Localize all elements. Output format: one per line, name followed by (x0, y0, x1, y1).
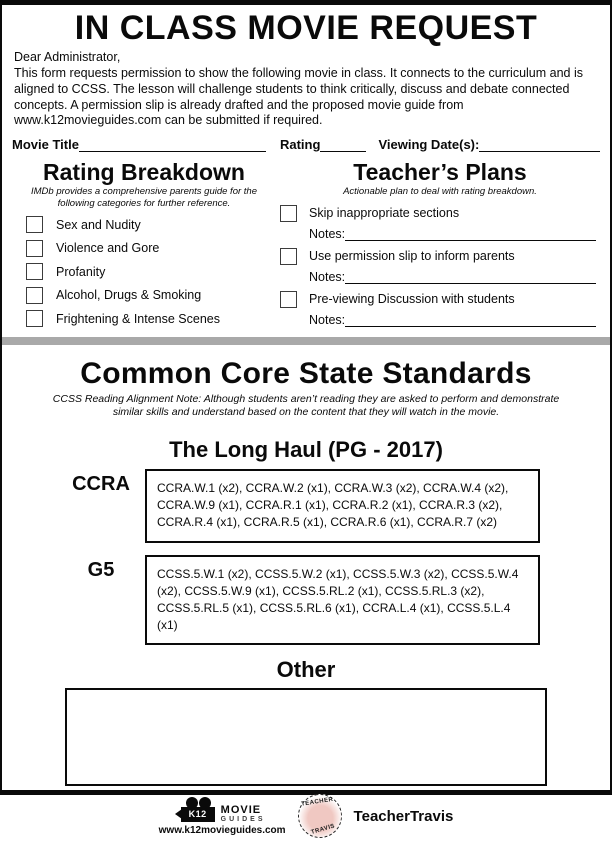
teachers-plans-title: Teacher’s Plans (353, 159, 527, 186)
notes-input-line[interactable] (345, 228, 596, 241)
k12-movie-guides-logo (159, 797, 286, 836)
plan-item-permission-slip (280, 248, 600, 284)
plan-item-label: Use permission slip to inform parents (309, 249, 515, 264)
rating-breakdown-title: Rating Breakdown (43, 159, 245, 186)
standards-codes-ccra: CCRA.W.1 (x2), CCRA.W.2 (x1), CCRA.W.3 (x2), CCRA.W.4 (x2), CCRA.W.9 (x1), CCRA.R.1 (x1), CCRA.R.2 (x1), CCRA.R.3 (x2), CCRA.R.4 (x1), CCRA.R.5 (x1), CCRA.R.6 (x1), CCRA.R.7 (x2) (145, 469, 540, 543)
notes-input-line[interactable] (345, 271, 596, 284)
intro-body: This form requests permission to show the following movie in class. It connects to the curriculum and is aligned to CCSS. The lesson will challenge students to think critically, discuss and debate connected concepts. A permission slip is already drafted and the proposed movie guide from www.k12movieguides.com can be submitted if required. (14, 66, 583, 128)
movie-title-label: Movie Title (12, 137, 79, 153)
ccss-section-title: Common Core State Standards (80, 356, 532, 390)
plan-item-label: Pre-viewing Discussion with students (309, 292, 515, 307)
footer (12, 794, 600, 838)
viewing-date-label: Viewing Date(s): (378, 137, 480, 153)
checkbox-permission-slip[interactable] (280, 248, 297, 265)
plan-item-skip-sections (280, 205, 600, 241)
teachers-plans-column (276, 160, 600, 334)
movie-title-input-line[interactable] (79, 137, 266, 152)
notes-label: Notes: (309, 226, 346, 241)
checkbox-previewing-discussion[interactable] (280, 291, 297, 308)
k12-logo-wordmark: MOVIE GUIDES (220, 803, 266, 823)
standards-row-g5 (57, 555, 540, 645)
rating-breakdown-subtitle: IMDb provides a comprehensive parents guide for the following categories for further reference. (30, 186, 257, 209)
rating-item-sex-and-nudity (26, 216, 276, 233)
checkbox-violence-and-gore[interactable] (26, 240, 43, 257)
rating-item-label: Profanity (56, 264, 106, 279)
checkbox-alcohol-drugs-smoking[interactable] (26, 287, 43, 304)
rating-item-label: Alcohol, Drugs & Smoking (56, 288, 202, 303)
checkbox-profanity[interactable] (26, 263, 43, 280)
intro-paragraph (14, 50, 598, 129)
page-title: IN CLASS MOVIE REQUEST (74, 9, 538, 47)
standards-label-ccra: CCRA (72, 472, 130, 495)
plan-item-previewing-discussion (280, 291, 600, 327)
movie-heading: The Long Haul (PG - 2017) (169, 436, 443, 462)
standards-label-g5: G5 (87, 558, 115, 581)
rating-item-label: Violence and Gore (56, 241, 160, 256)
teachers-plans-subtitle: Actionable plan to deal with rating breakdown. (343, 186, 537, 198)
rating-item-label: Frightening & Intense Scenes (56, 311, 220, 326)
teacher-travis-credit: TeacherTravis (353, 807, 454, 825)
rating-item-alcohol-drugs-smoking (26, 287, 276, 304)
teacher-travis-badge-icon: TEACHER TRAVIS (293, 790, 345, 842)
other-writein-box[interactable] (65, 688, 547, 786)
movie-fields-row (12, 134, 600, 152)
rating-and-plans-section (12, 160, 600, 334)
section-divider (2, 337, 610, 345)
checkbox-frightening-intense-scenes[interactable] (26, 310, 43, 327)
rating-label: Rating (279, 137, 321, 153)
salutation: Dear Administrator, (14, 50, 121, 65)
notes-input-line[interactable] (345, 314, 596, 327)
standards-codes-g5: CCSS.5.W.1 (x2), CCSS.5.W.2 (x1), CCSS.5.W.3 (x2), CCSS.5.W.4 (x2), CCSS.5.W.9 (x1), CCSS.5.RL.2 (x1), CCSS.5.RL.3 (x2), CCSS.5.RL.5 (x1), CCSS.5.RL.6 (x1), CCRA.L.4 (x1), CCSS.5.L.4 (x1) (145, 555, 540, 645)
rating-item-profanity (26, 263, 276, 280)
notes-label: Notes: (309, 312, 346, 327)
plan-item-label: Skip inappropriate sections (309, 206, 460, 221)
checkbox-sex-and-nudity[interactable] (26, 216, 43, 233)
rating-breakdown-column (12, 160, 276, 334)
standards-row-ccra (57, 469, 540, 543)
k12-logo-text: K12 (181, 807, 215, 822)
k12-website-url: www.k12movieguides.com (158, 824, 286, 836)
notes-label: Notes: (309, 269, 346, 284)
rating-item-label: Sex and Nudity (56, 217, 141, 232)
rating-input-line[interactable] (320, 137, 366, 152)
other-heading: Other (276, 657, 336, 683)
rating-item-frightening-intense-scenes (26, 310, 276, 327)
movie-camera-icon (179, 797, 219, 823)
ccss-alignment-note: CCSS Reading Alignment Note: Although students aren’t reading they are asked to perform and demonstrate similar skills and understand based on the content that they will watch in the movie. (52, 392, 560, 418)
viewing-date-input-line[interactable] (479, 137, 600, 152)
rating-item-violence-and-gore (26, 240, 276, 257)
checkbox-skip-sections[interactable] (280, 205, 297, 222)
